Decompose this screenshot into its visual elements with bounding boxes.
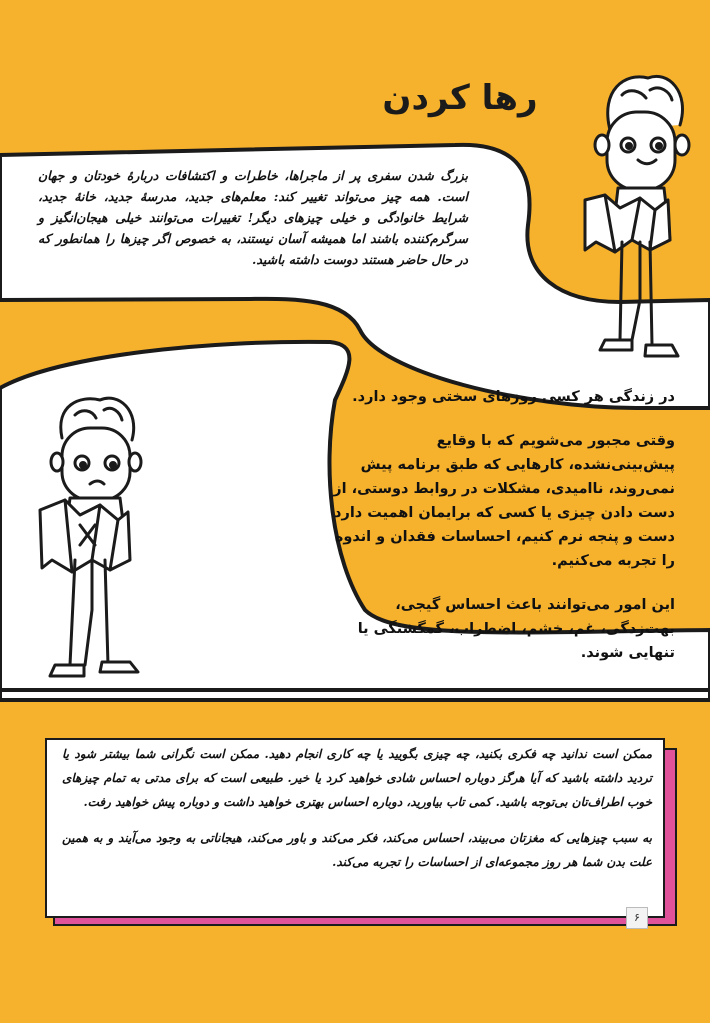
page-title: رها کردن (382, 78, 538, 118)
hard-days-paragraph: در زندگی هر کسی روزهای سختی وجود دارد. (352, 389, 675, 405)
hard-days-paragraph: وقتی مجبور می‌شویم که با وقایع پیش‌بینی‌نشده، کارهایی که طبق برنامه پیش نمی‌روند، ناامیدی، مشکلات در روابط دوستی، از دست دادن چیزی یا کسی که برایمان اهمیت دارد دست و پنجه نرم کنیم، احساسات فقدان و اندوه را تجربه می‌کنیم. (333, 433, 675, 569)
hard-days-paragraph: این امور می‌توانند باعث احساس گیجی، بهت‌زدگی، غم، خشم، اضطراب، گمگشتگی یا تنهایی شوند. (357, 597, 675, 661)
info-card-text (62, 742, 652, 886)
page-number: ۶ (626, 907, 648, 929)
card-paragraph: به سبب چیزهایی که مغزتان می‌بیند، احساس می‌کند، فکر می‌کند و باور می‌کند، هیجاناتی به وجود می‌آیند و به همین علت بدن شما هر روز مجموعه‌ای از احساسات را تجربه می‌کند. (62, 831, 652, 869)
hard-days-text-block (330, 385, 675, 685)
intro-paragraph: بزرگ شدن سفری پر از ماجراها، خاطرات و اکتشافات دربارهٔ خودتان و جهان است. همه چیز می‌تواند تغییر کند: معلم‌های جدید، مدرسهٔ جدید، خانهٔ جدید، شرایط خانوادگی و خیلی چیزهای دیگر! تغییرات می‌توانند خیلی هیجان‌انگیز و سرگرم‌کننده باشند اما همیشه آسان نیستند، به خصوص اگر چیزها را همانطور که در حال حاضر هستند دوست داشته باشید. (38, 168, 468, 267)
card-paragraph: ممکن است ندانید چه فکری بکنید، چه چیزی بگویید یا چه کاری انجام دهید. ممکن است نگرانی شما بیشتر شود یا تردید داشته باشید که آیا هرگز دوباره احساس شادی خواهید کرد یا خیر. طبیعی است که برای مدتی به تمام چیزهای خوب اطراف‌تان بی‌توجه باشید. کمی تاب بیاورید، دوباره احساس بهتری خواهید داشت و دوباره پیش خواهید رفت. (62, 747, 652, 809)
